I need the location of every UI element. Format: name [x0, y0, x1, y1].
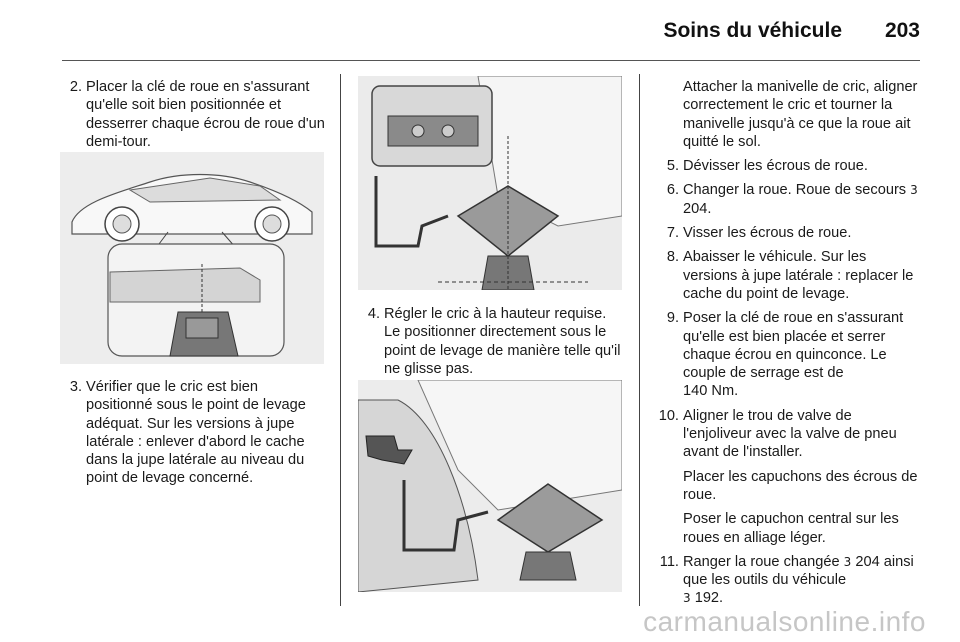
item-number: 9. — [666, 310, 679, 327]
column-divider — [639, 74, 640, 606]
intro-paragraph: Attacher la manivelle de cric, aligner correctement le cric et tourner la manivelle jusqu'à ce que la roue ait quitté le sol. — [683, 79, 918, 150]
item-number: 10. — [658, 407, 679, 424]
item-number: 4. — [367, 306, 380, 322]
item-number: 6. — [666, 182, 679, 199]
section-title: Soins du véhicule — [663, 19, 842, 42]
list-item — [656, 309, 924, 400]
item-text: Régler le cric à la hauteur requise. Le positionner directement sous le point de levage de manière telle qu'il ne glisse pas. — [384, 306, 621, 377]
list-item — [362, 305, 626, 378]
item-number: 11. — [659, 553, 679, 570]
item-number: 5. — [666, 158, 679, 175]
list-item — [656, 224, 924, 242]
item-text: Vérifier que le cric est bien positionné sous le point de levage adéquat. Sur les versions à jupe latérale : enlever d'abord le cache dans la jupe latérale au niveau du point de levage concerné. — [86, 379, 306, 487]
item-number: 8. — [666, 249, 679, 266]
watermark: carmanualsonline.info — [643, 606, 926, 637]
item-text-cont: ainsi que les outils du véhicule — [683, 553, 914, 589]
header-rule — [62, 60, 920, 61]
item-text-main: Changer la roue. Roue de secours — [683, 182, 907, 199]
item-text: Dévisser les écrous de roue. — [683, 158, 868, 175]
page-ref-link[interactable]: 204 — [855, 553, 880, 570]
page-ref-icon: 3 — [910, 183, 918, 198]
item-text — [683, 181, 924, 218]
item-text — [683, 309, 924, 400]
list-item — [656, 553, 924, 608]
item-text-main: Ranger la roue changée — [683, 553, 840, 570]
list-item — [656, 181, 924, 218]
figure-car-jack-point — [60, 152, 324, 364]
item-text-main: Poser la clé de roue en s'assurant qu'elle est bien placée et serrer chaque écrou en quinconce. Le couple de serrage est de — [683, 310, 904, 382]
page-ref-icon: 3 — [683, 591, 691, 606]
item-text — [683, 553, 924, 608]
page-ref-link[interactable]: 204. — [683, 200, 712, 217]
item-text: Visser les écrous de roue. — [683, 225, 852, 242]
list-item — [656, 248, 924, 303]
list-item — [64, 78, 326, 151]
item-text: Aligner le trou de valve de l'enjoliveur avec la valve de pneu avant de l'installer. — [683, 407, 897, 461]
list-item — [656, 157, 924, 175]
torque-value: 140 Nm. — [683, 383, 739, 400]
item-text: Abaisser le véhicule. Sur les versions à jupe latérale : replacer le cache du point de levage. — [683, 249, 914, 302]
sub-paragraph: Poser le capuchon central sur les roues en alliage léger. — [683, 511, 899, 546]
figure-jack-under-car — [358, 380, 622, 592]
column-1b — [64, 378, 326, 494]
page-ref-link[interactable]: 192. — [694, 590, 724, 607]
item-number: 2. — [69, 79, 82, 95]
sub-paragraph: Placer les capuchons des écrous de roue. — [683, 468, 918, 503]
page-header — [0, 0, 960, 62]
column-2 — [362, 305, 626, 384]
column-divider — [340, 74, 341, 606]
page-number: 203 — [884, 19, 920, 42]
page-ref-icon: 3 — [843, 554, 852, 569]
list-item — [64, 378, 326, 488]
column-3 — [656, 78, 924, 614]
list-item — [656, 407, 924, 462]
figure-jack-crank — [358, 76, 622, 290]
item-number: 3. — [69, 379, 82, 395]
item-number: 7. — [666, 225, 679, 242]
item-text: Placer la clé de roue en s'assurant qu'elle soit bien positionnée et desserrer chaque écrou de roue d'un demi-tour. — [86, 79, 325, 150]
column-1 — [64, 78, 326, 157]
